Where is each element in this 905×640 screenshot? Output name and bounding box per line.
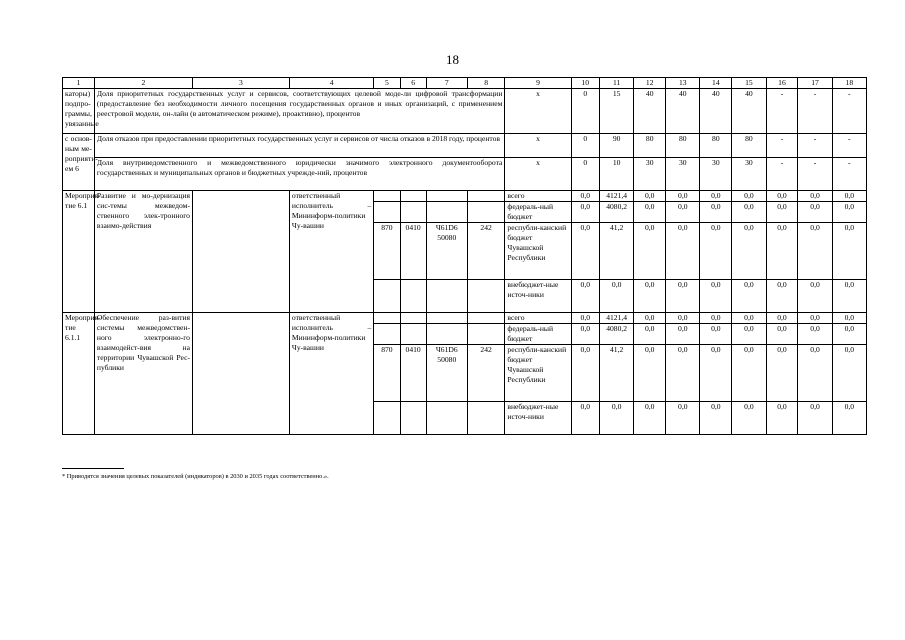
column-number: 10 <box>571 78 600 89</box>
funding-value: 0,0 <box>832 345 866 402</box>
indicator-value: 0 <box>571 158 600 191</box>
activity-name: Мероприя-тие 6.1 <box>63 191 95 313</box>
funding-value: 0,0 <box>798 202 832 223</box>
empty-cell <box>467 191 505 202</box>
budget-code-rzpr: 0410 <box>400 223 426 280</box>
column-number: 1 <box>63 78 95 89</box>
empty-cell <box>400 402 426 435</box>
indicator-text: Доля внутриведомственного и межведомственного юридически значимого электронного документооборота государственных и муниципальных органов и бюджетных учрежде-ний, процентов <box>94 158 504 191</box>
column-number: 3 <box>192 78 289 89</box>
indicator-value: 30 <box>700 158 732 191</box>
activity-description: Обеспечение раз-вития системы межведомствен-ного электронно-го взаимодейст-вия на территории Чувашской Рес-публики <box>94 313 192 435</box>
funding-value: 0,0 <box>798 223 832 280</box>
indicator-value: 15 <box>600 89 634 134</box>
funding-value: 0,0 <box>832 202 866 223</box>
funding-value: 0,0 <box>666 324 700 345</box>
funding-value: 0,0 <box>798 324 832 345</box>
funding-value: 0,0 <box>798 191 832 202</box>
indicator-value: 40 <box>700 89 732 134</box>
indicator-value: 80 <box>634 134 666 158</box>
indicator-text: Доля отказов при предоставлении приоритетных государственных услуг и сервисов от числа отказов в 2018 году, процентов <box>94 134 504 158</box>
empty-cell <box>467 280 505 313</box>
indicator-x: x <box>505 134 571 158</box>
column-number: 9 <box>505 78 571 89</box>
column-number: 2 <box>94 78 192 89</box>
empty-cell <box>374 202 400 223</box>
indicator-text: Доля приоритетных государственных услуг и сервисов, соответствующих целевой моде-ли цифровой трансформации (предоставление без необходимости личного посещения государственных органов и иных организаций, с применением реестровой модели, он-лайн (в автоматическом режиме), проактивно), процентов <box>94 89 504 134</box>
funding-value: 0,0 <box>634 402 666 435</box>
funding-value: 0,0 <box>634 223 666 280</box>
funding-value: 0,0 <box>571 324 600 345</box>
indicator-x: x <box>505 158 571 191</box>
funding-value: 0,0 <box>634 313 666 324</box>
indicator-value: 80 <box>700 134 732 158</box>
empty-cell <box>467 402 505 435</box>
column-number: 17 <box>798 78 832 89</box>
indicator-row <box>63 89 867 134</box>
indicator-group-label: каторы) подпро-граммы, увязанные <box>63 89 95 134</box>
empty-cell <box>374 324 400 345</box>
indicator-value: - <box>798 158 832 191</box>
funding-value: 0,0 <box>666 280 700 313</box>
empty-cell <box>400 280 426 313</box>
activity-description: Развитие и мо-дернизация сис-темы межведом-ственного элек-тронного взаимо-действия <box>94 191 192 313</box>
funding-value: 0,0 <box>666 313 700 324</box>
funding-value: 0,0 <box>766 313 798 324</box>
indicator-group-label: с основ-ным ме-роприяти-ем 6 <box>63 134 95 191</box>
empty-cell <box>400 324 426 345</box>
funding-source: всего <box>505 313 571 324</box>
empty-cell <box>426 313 467 324</box>
funding-value: 41,2 <box>600 345 634 402</box>
indicator-value: - <box>798 134 832 158</box>
funding-value: 0,0 <box>732 402 766 435</box>
funding-value: 0,0 <box>700 313 732 324</box>
funding-source: республи-канский бюджет Чувашской Республики <box>505 223 571 280</box>
empty-cell <box>467 324 505 345</box>
funding-value: 0,0 <box>666 402 700 435</box>
empty-cell <box>400 202 426 223</box>
funding-value: 0,0 <box>634 345 666 402</box>
indicator-value: 90 <box>600 134 634 158</box>
funding-value: 0,0 <box>832 402 866 435</box>
budget-code-csr: Ч61D6 50080 <box>426 223 467 280</box>
funding-source: федераль-ный бюджет <box>505 324 571 345</box>
funding-value: 0,0 <box>832 324 866 345</box>
budget-code-grbs: 870 <box>374 345 400 402</box>
column-number: 8 <box>467 78 505 89</box>
column-number: 11 <box>600 78 634 89</box>
column-number: 16 <box>766 78 798 89</box>
empty-cell <box>192 313 289 435</box>
funding-source: внебюджет-ные источ-ники <box>505 402 571 435</box>
indicator-value: 30 <box>666 158 700 191</box>
indicator-value: - <box>766 158 798 191</box>
indicator-value: - <box>766 134 798 158</box>
funding-value: 0,0 <box>700 202 732 223</box>
funding-value: 0,0 <box>832 313 866 324</box>
indicator-value: 40 <box>634 89 666 134</box>
funding-source: внебюджет-ные источ-ники <box>505 280 571 313</box>
budget-code-rzpr: 0410 <box>400 345 426 402</box>
funding-value: 0,0 <box>766 191 798 202</box>
activity-executor: ответственный исполнитель – Мининформ-политики Чу-вашии <box>289 313 373 435</box>
indicator-value: 30 <box>732 158 766 191</box>
indicator-value: 0 <box>571 89 600 134</box>
funding-value: 0,0 <box>798 402 832 435</box>
activity-executor: ответственный исполнитель – Мининформ-политики Чу-вашии <box>289 191 373 313</box>
funding-value: 41,2 <box>600 223 634 280</box>
empty-cell <box>374 402 400 435</box>
empty-cell <box>426 202 467 223</box>
funding-value: 0,0 <box>634 191 666 202</box>
indicator-value: 40 <box>732 89 766 134</box>
indicator-value: 40 <box>666 89 700 134</box>
funding-value: 0,0 <box>766 402 798 435</box>
funding-value: 0,0 <box>732 345 766 402</box>
empty-cell <box>467 313 505 324</box>
funding-value: 0,0 <box>700 402 732 435</box>
column-number: 6 <box>400 78 426 89</box>
funding-source: республи-канский бюджет Чувашской Республики <box>505 345 571 402</box>
indicator-value: - <box>832 89 866 134</box>
indicator-value: - <box>832 134 866 158</box>
budget-code-vr: 242 <box>467 345 505 402</box>
funding-source: всего <box>505 191 571 202</box>
indicator-x: x <box>505 89 571 134</box>
indicator-value: 80 <box>732 134 766 158</box>
funding-value: 0,0 <box>766 324 798 345</box>
indicator-value: - <box>766 89 798 134</box>
funding-row <box>63 313 867 324</box>
empty-cell <box>400 313 426 324</box>
empty-cell <box>192 191 289 313</box>
column-number: 18 <box>832 78 866 89</box>
funding-value: 0,0 <box>666 345 700 402</box>
funding-value: 0,0 <box>798 280 832 313</box>
funding-value: 0,0 <box>600 402 634 435</box>
budget-code-grbs: 870 <box>374 223 400 280</box>
budget-code-vr: 242 <box>467 223 505 280</box>
empty-cell <box>400 191 426 202</box>
funding-value: 0,0 <box>766 280 798 313</box>
indicator-row <box>63 134 867 158</box>
funding-value: 4121,4 <box>600 191 634 202</box>
funding-value: 0,0 <box>832 280 866 313</box>
funding-value: 4080,2 <box>600 202 634 223</box>
funding-value: 0,0 <box>766 345 798 402</box>
funding-value: 0,0 <box>732 202 766 223</box>
funding-value: 0,0 <box>634 324 666 345</box>
funding-value: 0,0 <box>832 191 866 202</box>
indicator-value: 80 <box>666 134 700 158</box>
funding-row <box>63 191 867 202</box>
funding-value: 0,0 <box>700 191 732 202</box>
funding-value: 0,0 <box>832 223 866 280</box>
indicator-value: 10 <box>600 158 634 191</box>
funding-value: 0,0 <box>571 345 600 402</box>
empty-cell <box>374 313 400 324</box>
column-number: 4 <box>289 78 373 89</box>
funding-value: 0,0 <box>600 280 634 313</box>
funding-source: федераль-ный бюджет <box>505 202 571 223</box>
empty-cell <box>426 402 467 435</box>
funding-value: 0,0 <box>732 223 766 280</box>
funding-value: 0,0 <box>766 223 798 280</box>
column-number: 15 <box>732 78 766 89</box>
indicator-value: 30 <box>634 158 666 191</box>
funding-value: 0,0 <box>700 223 732 280</box>
funding-value: 0,0 <box>634 280 666 313</box>
program-table <box>62 77 867 435</box>
funding-value: 0,0 <box>666 223 700 280</box>
funding-value: 0,0 <box>666 202 700 223</box>
funding-value: 0,0 <box>571 191 600 202</box>
indicator-row <box>63 158 867 191</box>
funding-value: 0,0 <box>732 191 766 202</box>
funding-value: 0,0 <box>732 313 766 324</box>
indicator-value: - <box>798 89 832 134</box>
funding-value: 0,0 <box>700 280 732 313</box>
empty-cell <box>374 191 400 202</box>
funding-value: 0,0 <box>571 223 600 280</box>
funding-value: 0,0 <box>571 313 600 324</box>
funding-value: 0,0 <box>732 280 766 313</box>
funding-value: 0,0 <box>571 280 600 313</box>
page-number: 18 <box>446 52 459 67</box>
empty-cell <box>426 191 467 202</box>
funding-value: 0,0 <box>700 345 732 402</box>
empty-cell <box>426 280 467 313</box>
activity-name: Мероприя-тие 6.1.1 <box>63 313 95 435</box>
column-number: 5 <box>374 78 400 89</box>
indicator-value: 0 <box>571 134 600 158</box>
indicator-value: - <box>832 158 866 191</box>
funding-value: 0,0 <box>700 324 732 345</box>
empty-cell <box>374 280 400 313</box>
footnote-divider <box>62 468 124 469</box>
empty-cell <box>426 324 467 345</box>
funding-value: 0,0 <box>634 202 666 223</box>
column-number: 13 <box>666 78 700 89</box>
empty-cell <box>467 202 505 223</box>
funding-value: 0,0 <box>798 345 832 402</box>
column-number: 12 <box>634 78 666 89</box>
footnote: * Приводятся значения целевых показателей (индикаторов) в 2030 и 2035 годах соответственно.». <box>62 473 329 480</box>
funding-value: 0,0 <box>571 202 600 223</box>
funding-value: 0,0 <box>666 191 700 202</box>
funding-value: 0,0 <box>732 324 766 345</box>
budget-code-csr: Ч61D6 50080 <box>426 345 467 402</box>
funding-value: 0,0 <box>571 402 600 435</box>
funding-value: 4121,4 <box>600 313 634 324</box>
column-number: 14 <box>700 78 732 89</box>
funding-value: 0,0 <box>766 202 798 223</box>
funding-value: 0,0 <box>798 313 832 324</box>
funding-value: 4080,2 <box>600 324 634 345</box>
column-number: 7 <box>426 78 467 89</box>
table-header-row <box>63 78 867 89</box>
